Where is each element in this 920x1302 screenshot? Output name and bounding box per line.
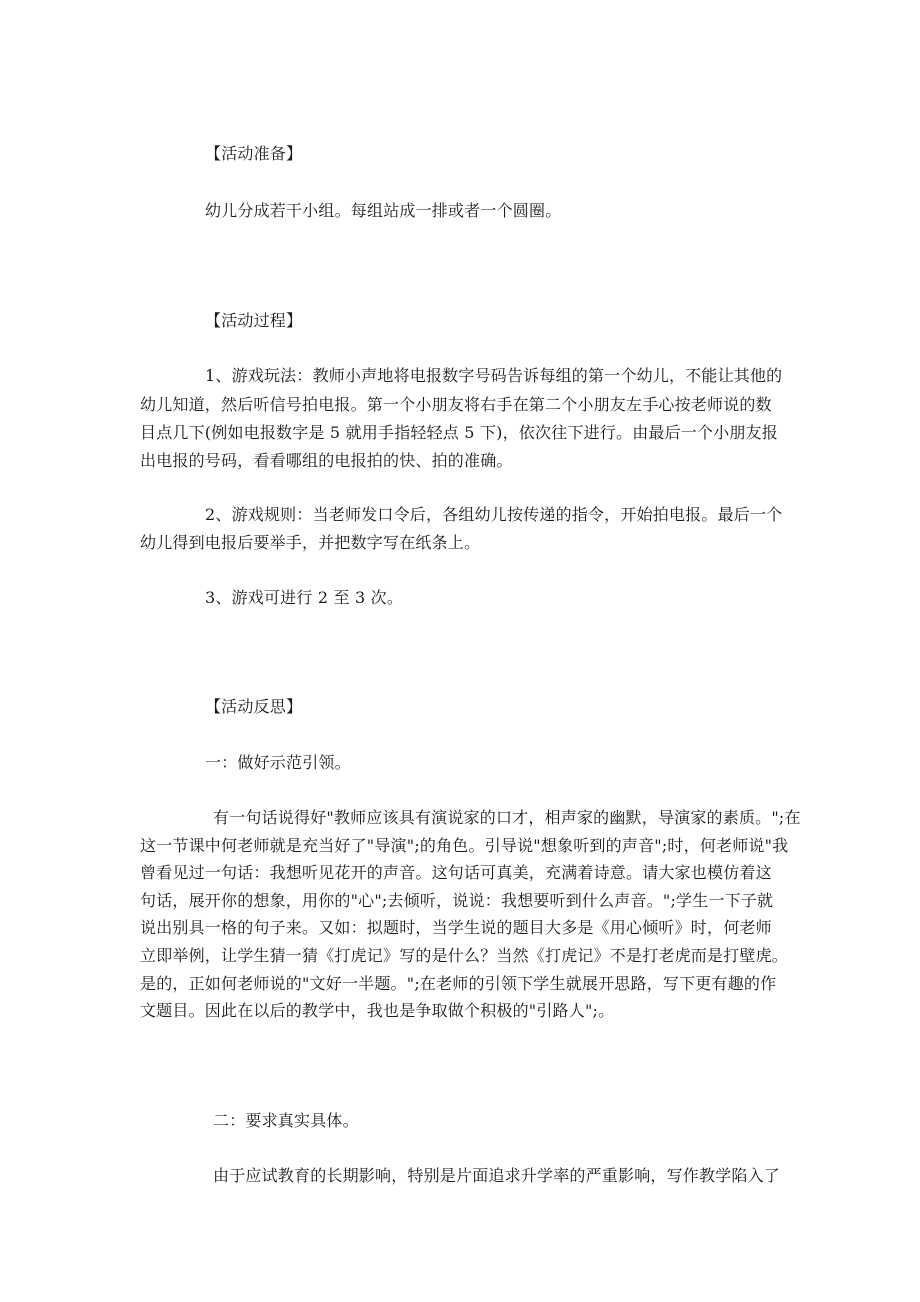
- reflection-heading: 【活动反思】: [205, 697, 303, 716]
- reflection-para1-line: 立即举例，让学生猜一猜《打虎记》写的是什么？当然《打虎记》不是打老虎而是打壁虎。: [140, 946, 789, 965]
- reflection-para1-line: 句话，展开你的想象，用你的"心";去倾听，说说：我想要听到什么声音。";学生一下子就: [140, 891, 774, 910]
- process-item1-line: 目点几下(例如电报数字是 5 就用手指轻轻点 5 下)，依次往下进行。由最后一个小朋友报: [140, 423, 778, 442]
- process-item1-line: 出电报的号码，看看哪组的电报拍的快、拍的准确。: [140, 451, 513, 470]
- reflection-para1-line: 曾看见过一句话：我想听见花开的声音。这句话可真美，充满着诗意。请大家也模仿着这: [140, 863, 772, 882]
- process-item1-line: 1、游戏玩法：教师小声地将电报数字号码告诉每组的第一个幼儿，不能让其他的: [205, 366, 783, 385]
- process-item2-line: 幼儿得到电报后要举手，并把数字写在纸条上。: [140, 533, 481, 552]
- reflection-para1-line: 是的，正如何老师说的"文好一半题。";在老师的引领下学生就展开思路，写下更有趣的作: [140, 974, 777, 993]
- reflection-subheading-2: 二：要求真实具体。: [213, 1111, 359, 1130]
- prep-heading: 【活动准备】: [205, 144, 303, 163]
- process-item1-line: 幼儿知道，然后听信号拍电报。第一个小朋友将右手在第二个小朋友左手心按老师说的数: [140, 395, 772, 414]
- reflection-para2-line: 由于应试教育的长期影响，特别是片面追求升学率的严重影响，写作教学陷入了: [213, 1166, 781, 1185]
- reflection-para1-line: 有一句话说得好"教师应该具有演说家的口才，相声家的幽默，导演家的素质。";在: [213, 808, 801, 827]
- reflection-subheading-1: 一：做好示范引领。: [205, 753, 351, 772]
- reflection-para1-line: 这一节课中何老师就是充当好了"导演";的角色。引导说"想象听到的声音";时，何老师说"我: [140, 836, 789, 855]
- prep-text: 幼儿分成若干小组。每组站成一排或者一个圆圈。: [205, 201, 562, 220]
- process-heading: 【活动过程】: [205, 311, 303, 330]
- process-item3: 3、游戏可进行 2 至 3 次。: [205, 588, 404, 607]
- reflection-para1-line: 文题目。因此在以后的教学中，我也是争取做个积极的"引路人";。: [140, 1001, 615, 1020]
- reflection-para1-line: 说出别具一格的句子来。又如：拟题时，当学生说的题目大多是《用心倾听》时，何老师: [140, 918, 772, 937]
- process-item2-line: 2、游戏规则：当老师发口令后，各组幼儿按传递的指令，开始拍电报。最后一个: [205, 505, 783, 524]
